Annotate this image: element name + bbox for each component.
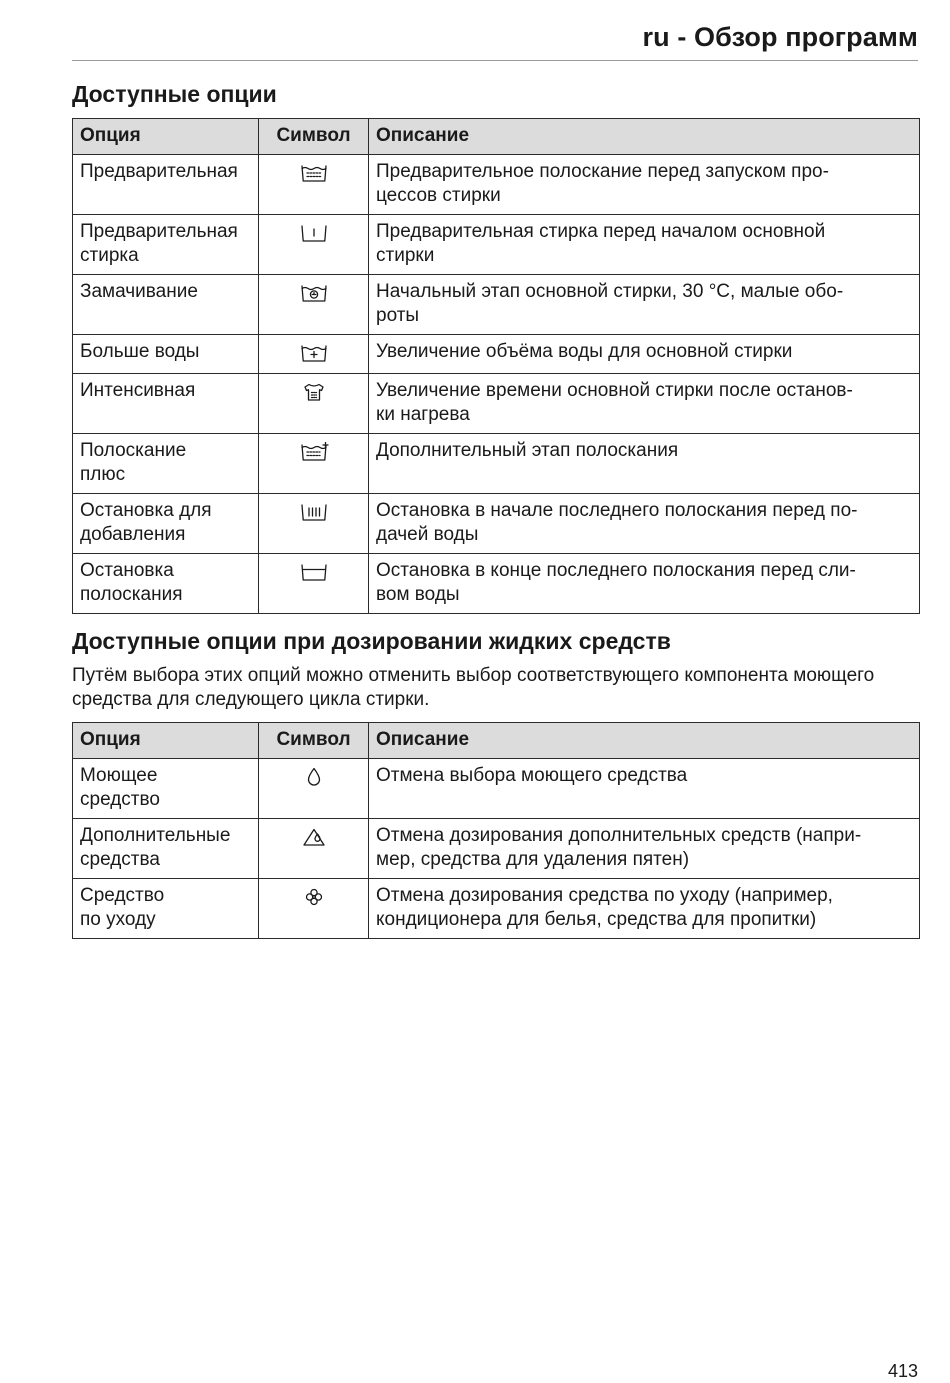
- option-name: Больше воды: [73, 335, 259, 374]
- option-description: Увеличение времени основной стирки после останов- ки нагрева: [369, 374, 920, 434]
- section-heading-options: Доступные опции: [72, 81, 277, 107]
- rinse-plus-icon: [299, 443, 329, 464]
- column-header-description: Описание: [369, 723, 920, 759]
- table-row: [73, 494, 920, 554]
- intensive-shirt-icon: [299, 383, 329, 404]
- soak-icon: [299, 284, 329, 305]
- column-header-option: Опция: [73, 119, 259, 155]
- column-header-symbol: Символ: [259, 723, 369, 759]
- table-row: [73, 879, 920, 939]
- page-number: 413: [887, 1361, 918, 1381]
- option-description: Остановка в конце последнего полоскания перед сли- вом воды: [369, 554, 920, 614]
- table-row: [73, 759, 920, 819]
- option-description: Дополнительный этап полоскания: [369, 434, 920, 494]
- table-row: [73, 215, 920, 275]
- options-table: [72, 118, 920, 614]
- option-name: Предварительная: [73, 155, 259, 215]
- option-name: Остановка для добавления: [73, 494, 259, 554]
- column-header-option: Опция: [73, 723, 259, 759]
- option-name: Дополнительные средства: [73, 819, 259, 879]
- column-header-description: Описание: [369, 119, 920, 155]
- additive-icon: [299, 828, 329, 849]
- option-description: Остановка в начале последнего полоскания перед по- дачей воды: [369, 494, 920, 554]
- page-header-title: ru - Обзор программ: [642, 22, 918, 52]
- option-name: Интенсивная: [73, 374, 259, 434]
- dosing-options-table: [72, 722, 920, 939]
- add-stop-icon: [299, 503, 329, 524]
- extra-water-icon: [299, 344, 329, 365]
- table-row: [73, 155, 920, 215]
- table-row: [73, 434, 920, 494]
- header-divider: [72, 60, 918, 61]
- option-description: Увеличение объёма воды для основной стирки: [369, 335, 920, 374]
- section-intro-text: Путём выбора этих опций можно отменить выбор соответствующего компонента моющего средства для следующего цикла стирки.: [72, 665, 875, 710]
- option-name: Предварительная стирка: [73, 215, 259, 275]
- option-description: Отмена выбора моющего средства: [369, 759, 920, 819]
- column-header-symbol: Символ: [259, 119, 369, 155]
- rinse-hold-icon: [299, 563, 329, 584]
- table-row: [73, 374, 920, 434]
- option-description: Предварительное полоскание перед запуском про- цессов стирки: [369, 155, 920, 215]
- table-header-row: [73, 119, 920, 155]
- option-name: Замачивание: [73, 275, 259, 335]
- table-row: [73, 554, 920, 614]
- table-row: [73, 819, 920, 879]
- option-name: Полоскание плюс: [73, 434, 259, 494]
- option-name: Остановка полоскания: [73, 554, 259, 614]
- section-heading-liquid-dosing: Доступные опции при дозировании жидких средств: [72, 628, 671, 654]
- option-description: Начальный этап основной стирки, 30 °C, малые обо- роты: [369, 275, 920, 335]
- softener-flower-icon: [299, 888, 329, 909]
- prewash-icon: [299, 224, 329, 245]
- table-row: [73, 275, 920, 335]
- option-name: Моющее средство: [73, 759, 259, 819]
- option-name: Средство по уходу: [73, 879, 259, 939]
- table-row: [73, 335, 920, 374]
- prewash-rinse-icon: [299, 164, 329, 185]
- option-description: Отмена дозирования дополнительных средств (напри- мер, средства для удаления пятен): [369, 819, 920, 879]
- detergent-drop-icon: [299, 768, 329, 789]
- option-description: Отмена дозирования средства по уходу (например, кондиционера для белья, средства для пропитки): [369, 879, 920, 939]
- option-description: Предварительная стирка перед началом основной стирки: [369, 215, 920, 275]
- table-header-row: [73, 723, 920, 759]
